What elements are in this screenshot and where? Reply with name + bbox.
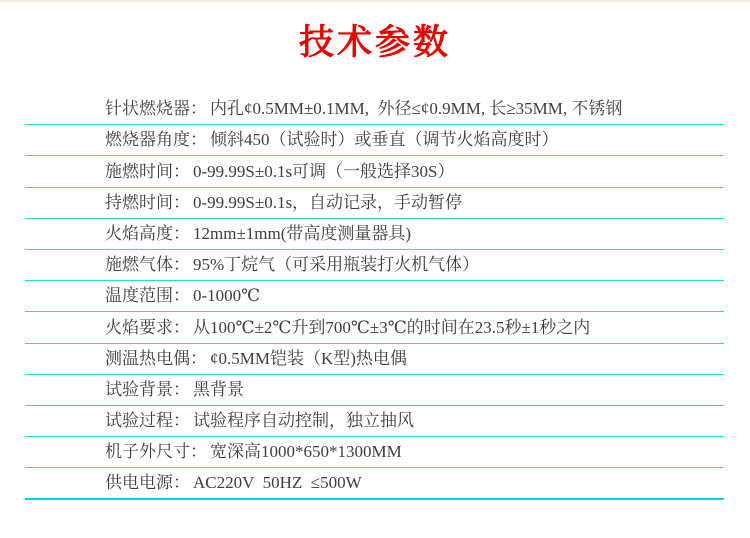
spec-value: 0-99.99S±0.1s可调（一般选择30S） <box>193 161 455 181</box>
spec-label: 持燃时间： <box>105 192 190 212</box>
spec-value: 倾斜450（试验时）或垂直（调节火焰高度时） <box>210 130 559 150</box>
spec-label: 施燃时间： <box>105 161 190 181</box>
spec-row-power-supply <box>25 468 724 500</box>
spec-row-flame-application-time <box>25 156 724 187</box>
spec-row-burning-time <box>25 188 724 219</box>
spec-value: 0-99.99S±0.1s，自动记录，手动暂停 <box>193 192 463 212</box>
spec-value: 宽深高1000*650*1300MM <box>210 442 402 462</box>
spec-value: 0-1000℃ <box>193 286 261 306</box>
spec-label: 试验过程： <box>105 411 190 431</box>
spec-row-burner-angle <box>25 125 724 156</box>
spec-label: 燃烧器角度： <box>105 130 207 150</box>
spec-value: 黑背景 <box>193 379 244 399</box>
spec-row-test-process <box>25 406 724 437</box>
spec-row-flame-requirement <box>25 312 724 343</box>
spec-value: ¢0.5MM铠装（K型)热电偶 <box>210 348 407 368</box>
spec-label: 火焰高度： <box>105 223 190 243</box>
spec-value: AC220V 50HZ ≤500W <box>193 473 362 493</box>
spec-value: 12mm±1mm(带高度测量器具) <box>193 223 412 243</box>
spec-value: 95%丁烷气（可采用瓶装打火机气体） <box>193 255 480 275</box>
spec-row-flame-gas <box>25 250 724 281</box>
top-edge-divider <box>0 0 750 2</box>
spec-table <box>25 94 724 500</box>
spec-value: 试验程序自动控制，独立抽风 <box>193 411 414 431</box>
spec-label: 机子外尺寸： <box>105 442 207 462</box>
spec-label: 测温热电偶： <box>105 348 207 368</box>
spec-label: 试验背景： <box>105 379 190 399</box>
spec-label: 施燃气体： <box>105 255 190 275</box>
spec-label: 温度范围： <box>105 286 190 306</box>
spec-row-needle-burner <box>25 94 724 125</box>
spec-label: 火焰要求： <box>105 317 190 337</box>
spec-value: 内孔¢0.5MM±0.1MM, 外径≤¢0.9MM, 长≥35MM, 不锈钢 <box>210 99 623 119</box>
spec-label: 供电电源： <box>105 473 190 493</box>
spec-row-thermocouple <box>25 344 724 375</box>
spec-row-test-background <box>25 375 724 406</box>
spec-row-machine-dimensions <box>25 437 724 468</box>
spec-row-temperature-range <box>25 281 724 312</box>
spec-row-flame-height <box>25 219 724 250</box>
spec-label: 针状燃烧器： <box>105 99 207 119</box>
spec-value: 从100℃±2℃升到700℃±3℃的时间在23.5秒±1秒之内 <box>193 317 591 337</box>
page-title: 技术参数 <box>298 23 451 62</box>
